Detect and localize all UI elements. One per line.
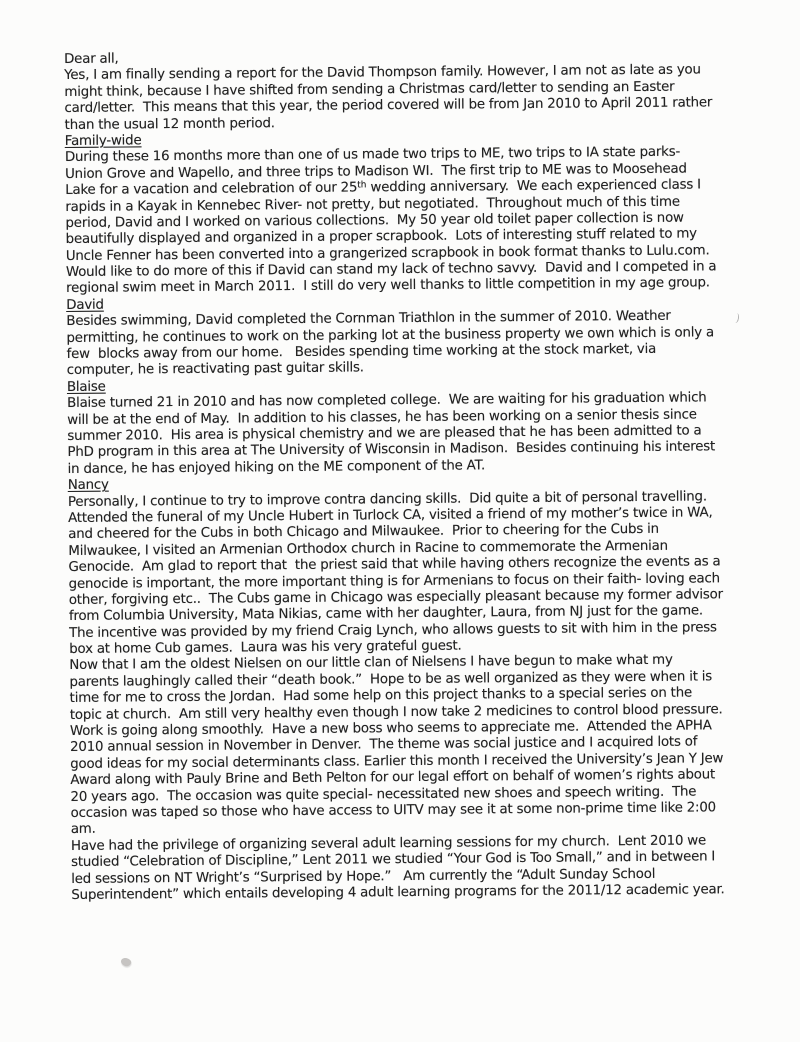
letter-line: studied “Celebration of Discipline,” Lent 2011 we studied “Your God is Too Small,” and in between I (71, 849, 716, 871)
letter-line: computer, he is reactivating past guitar skills. (66, 360, 364, 379)
letter-line: other, forgiving etc.. The Cubs game in Chicago was especially pleasant because my former advisor (68, 587, 723, 608)
smudge-mark (120, 956, 133, 968)
letter-line: permitting, he continues to work on the parking lot at the business property we own which is only a (66, 324, 715, 346)
section-heading: Family-wide (64, 133, 142, 149)
letter-line: Now that I am the oldest Nielsen on our little clan of Nielsens I have begun to make what my (69, 653, 673, 674)
letter-line: Work is going along smoothly. Have a new boss who seems to appreciate me. Attended the APHA (69, 718, 712, 739)
letter-line: than the usual 12 month period. (64, 115, 275, 133)
letter-line: During these 16 months more than one of us made two trips to ME, two trips to IA state parks- (64, 144, 681, 166)
letter-line: summer 2010. His area is physical chemistry and we are pleased that he has been admitted to a (67, 423, 702, 444)
letter-line: few blocks away from our home. Besides spending time working at the stock market, via (66, 341, 657, 363)
letter-line: beautifully displayed and organized in a proper scrapbook. Lots of interesting stuff related to my (65, 226, 697, 248)
letter-line: led sessions on NT Wright’s “Surprised by Hope.” Am currently the “Adult Sunday School (71, 866, 656, 887)
letter-line: from Columbia University, Mata Nikias, came with her daughter, Laura, from NJ just for the game. (68, 603, 703, 625)
letter-line: am. (70, 822, 96, 838)
letter-line: good ideas for my social determinants class. Earlier this month I received the University’s Jean Y Jew (70, 751, 724, 772)
section-heading: David (66, 297, 104, 313)
letter-line: Dear all, (64, 51, 119, 67)
letter-line: Genocide. Am glad to report that the priest said that while having others recognize the events as a (68, 554, 721, 576)
letter-line: regional swim meet in March 2011. I still do very well thanks to little competition in my age group. (66, 275, 710, 297)
letter-line: Lake for a vacation and celebration of our 25th wedding anniversary. We each experienced class I (65, 177, 701, 199)
letter-line: Attended the funeral of my Uncle Hubert in Turlock CA, visited a friend of my mother’s twice in WA, (68, 505, 713, 526)
letter-line: occasion was taped so those who have access to UITV may see it at some non-prime time like 2:00 (70, 800, 716, 821)
letter-line: will be at the end of May. In addition to his classes, he has been working on a senior thesis since (67, 407, 697, 428)
letter-line: Besides swimming, David completed the Cornman Triathlon in the summer of 2010. Weather (66, 308, 671, 330)
letter-line: PhD program in this area at The University of Wisconsin in Madison. Besides continuing his interest (67, 439, 716, 461)
letter-line: genocide is important, the more important thing is for Armenians to focus on their faith- loving each (68, 570, 720, 592)
letter-line: box at home Cub games. Laura was his very grateful guest. (69, 638, 462, 658)
letter-line: Milwaukee, I visited an Armenian Orthodox church in Racine to commemorate the Armenian (68, 538, 668, 559)
letter-line: period, David and I worked on various collections. My 50 year old toilet paper collection is now (65, 210, 684, 231)
letter-line: The incentive was provided by my friend Craig Lynch, who allows guests to sit with him in the press (69, 619, 717, 641)
letter-line: Would like to do more of this if David can stand my lack of techno savvy. David and I competed in a (65, 259, 717, 281)
section-heading: Nancy (67, 477, 109, 494)
letter-line: time for me to cross the Jordan. Had some help on this project thanks to a special series on the (69, 685, 693, 707)
letter-line: Yes, I am finally sending a report for the David Thompson family. However, I am not as late as you (64, 62, 701, 84)
letter-line: in dance, he has enjoyed hiking on the ME component of the AT. (67, 458, 486, 477)
letter-line: Award along with Pauly Brine and Beth Pelton for our legal effort on behalf of women’s rights about (70, 767, 716, 789)
letter-line: and cheered for the Cubs in both Chicago and Milwaukee. Prior to cheering for the Cubs in (68, 522, 659, 543)
letter-line: 2010 annual session in November in Denver. The theme was social justice and I acquired lots of (70, 734, 698, 756)
letter-line: 20 years ago. The occasion was quite special- necessitated new shoes and speech writing. The (70, 784, 697, 805)
section-heading: Blaise (66, 379, 106, 395)
letter-line: topic at church. Am still very healthy even though I now take 2 medicines to control blood pressure. (69, 701, 723, 723)
letter-line: Have had the privilege of organizing several adult learning sessions for my church. Lent 2010 we (70, 833, 707, 854)
letter-line: parents laughingly called their “death book.” Hope to be as well organized as they were when it is (69, 669, 713, 690)
letter-line: might think, because I have shifted from sending a Christmas card/letter to sending an Easter (64, 79, 675, 100)
letter-body (64, 46, 776, 904)
letter-line: Uncle Fenner has been converted into a grangerized scrapbook in book format thanks to Lulu.com. (65, 243, 710, 264)
letter-line: rapids in a Kayak in Kennebec River- not pretty, but negotiated. Throughout much of this time (65, 194, 680, 215)
letter-line: Blaise turned 21 in 2010 and has now completed college. We are waiting for his graduation which (67, 390, 707, 412)
letter-line: Superintendent” which entails developing 4 adult learning programs for the 2011/12 academic year. (71, 882, 725, 903)
letter-line: Union Grove and Wapello, and three trips to Madison WI. The first trip to ME was to Moosehead (65, 161, 687, 182)
letter-line: card/letter. This means that this year, the period covered will be from Jan 2010 to April 2011 rather (64, 95, 713, 117)
letter-line: Personally, I continue to try to improve contra dancing skills. Did quite a bit of personal travelling. (67, 488, 707, 510)
